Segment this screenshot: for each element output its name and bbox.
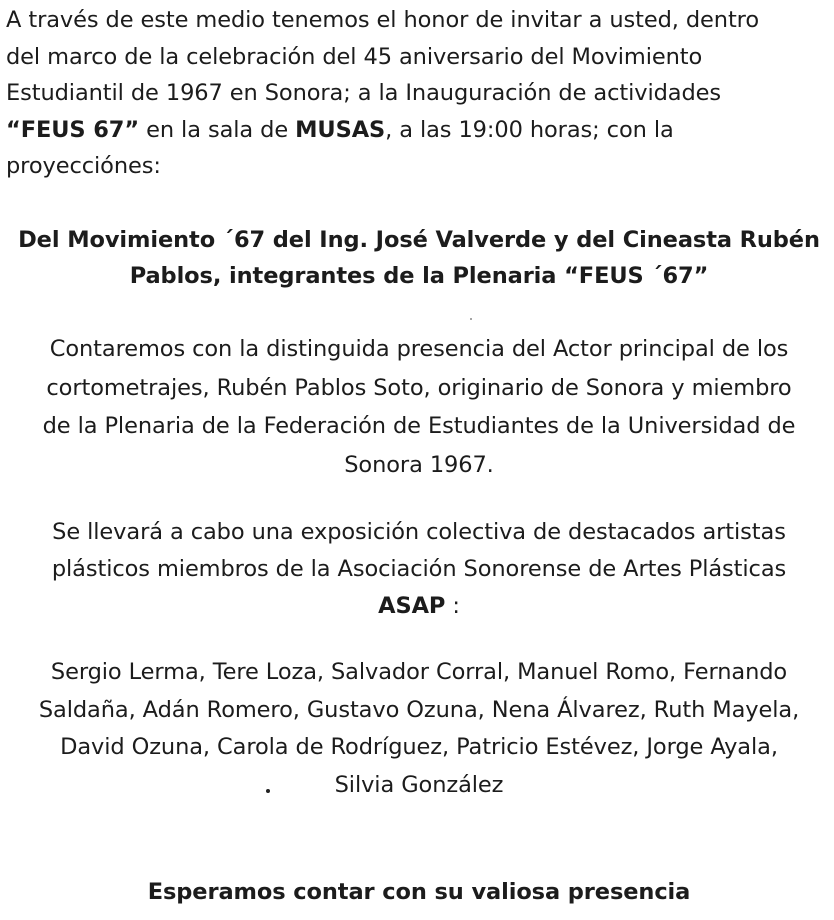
intro-text: en la sala de — [139, 116, 296, 143]
association-acronym: ASAP — [378, 593, 446, 619]
exhibit-line: Se llevará a cabo una exposición colectiva de destacados artistas — [52, 519, 786, 545]
closing-line: Esperamos contar con su valiosa presencia — [147, 879, 691, 905]
event-name: “FEUS 67” — [6, 116, 140, 143]
scan-speck — [470, 318, 472, 320]
presence-line: cortometrajes, Rubén Pablos Soto, originario de Sonora y miembro — [46, 374, 792, 401]
artists-line: Silvia González — [334, 771, 504, 798]
artists-line: Saldaña, Adán Romero, Gustavo Ozuna, Nena Álvarez, Ruth Mayela, — [38, 696, 800, 723]
presence-paragraph — [10, 330, 828, 484]
intro-line: proyecciónes: — [6, 153, 161, 179]
presence-line: de la Plenaria de la Federación de Estudiantes de la Universidad de — [42, 413, 796, 439]
intro-paragraph — [6, 2, 826, 185]
films-line: Pablos, integrantes de la Plenaria “FEUS ´67” — [129, 263, 709, 289]
intro-line: del marco de la celebración del 45 aniversario del Movimiento — [6, 43, 703, 70]
venue-name: MUSAS — [295, 116, 386, 143]
exhibit-paragraph — [10, 514, 828, 625]
artists-line: David Ozuna, Carola de Rodríguez, Patricio Estévez, Jorge Ayala, — [60, 734, 778, 760]
exhibit-line — [10, 588, 828, 625]
exhibit-line: plásticos miembros de la Asociación Sonorense de Artes Plásticas — [51, 556, 787, 582]
artists-line: Sergio Lerma, Tere Loza, Salvador Corral, Manuel Romo, Fernando — [50, 659, 788, 685]
scan-speck — [266, 789, 270, 793]
intro-line: Estudiantil de 1967 en Sonora; a la Inauguración de actividades — [6, 80, 722, 106]
intro-line — [6, 112, 826, 149]
presence-line: Sonora 1967. — [344, 451, 494, 478]
films-line: Del Movimiento ´67 del Ing. José Valverde y del Cineasta Rubén — [18, 227, 820, 253]
films-paragraph — [10, 222, 828, 294]
intro-line: A través de este medio tenemos el honor de invitar a usted, dentro — [6, 7, 760, 33]
exhibit-text: : — [445, 593, 460, 619]
artists-paragraph — [10, 654, 828, 804]
intro-text: , a las 19:00 horas; con la — [385, 116, 674, 143]
presence-line: Contaremos con la distinguida presencia del Actor principal de los — [49, 336, 789, 362]
